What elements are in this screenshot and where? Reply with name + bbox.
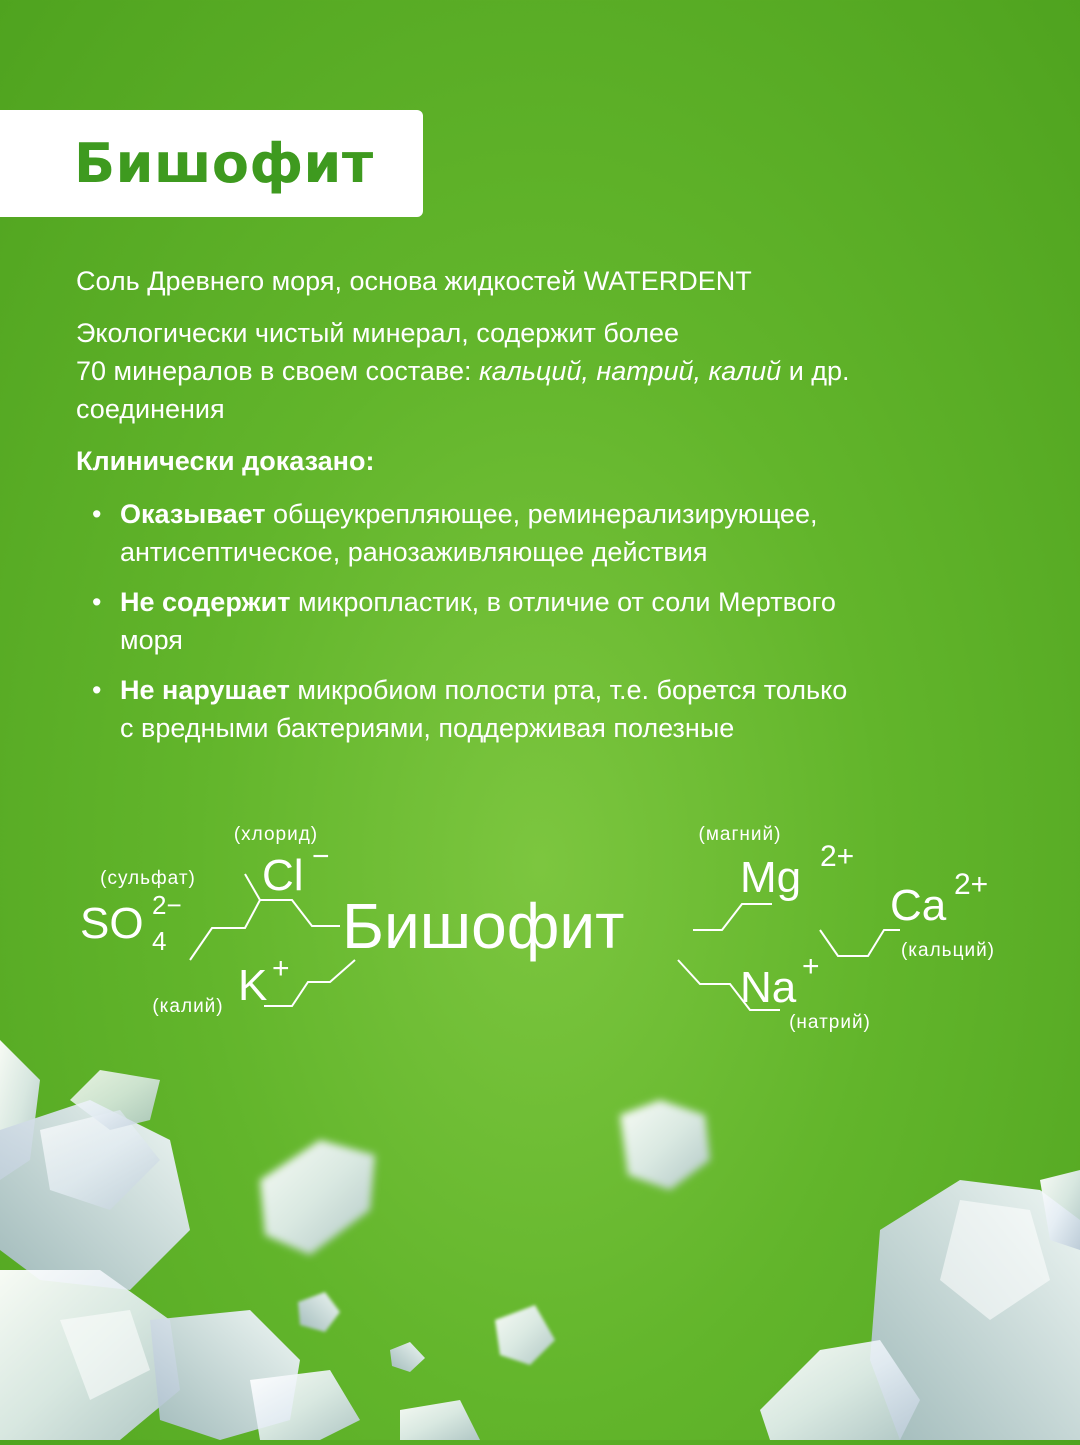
ion-label-magnesium: (магний) [698, 824, 782, 845]
crystal-small [495, 1305, 555, 1365]
ion-label-potassium: (калий) [152, 996, 224, 1017]
bullet-text-cont: антисептическое, ранозаживляющее действия [120, 537, 708, 567]
ion-label-chloride: (хлорид) [233, 824, 319, 845]
title-card [0, 110, 423, 217]
text-block [76, 262, 1036, 759]
description-line2-end: и др. [781, 356, 850, 386]
ion-symbol-sodium: Na [740, 963, 797, 1012]
ion-symbol-sulfate: SO [80, 899, 144, 948]
ion-symbol-calcium: Ca [890, 881, 947, 930]
bullet-text-cont: моря [120, 625, 183, 655]
description-line3: соединения [76, 394, 225, 424]
list-item [76, 671, 1036, 747]
bullet-bold: Не нарушает [120, 675, 290, 705]
ion-sup-magnesium: 2+ [820, 840, 855, 873]
crystal-small [390, 1342, 425, 1372]
bullet-bold: Не содержит [120, 587, 291, 617]
crystal-cluster-right [760, 1170, 1080, 1440]
bullet-text: общеукрепляющее, реминерализирующее, [265, 499, 818, 529]
description-text [76, 314, 1036, 428]
bullet-text-cont: с вредными бактериями, поддерживая полезные [120, 713, 735, 743]
crystal-small [298, 1292, 340, 1332]
ion-sup-potassium: + [272, 952, 290, 985]
ion-sup-sodium: + [802, 950, 820, 983]
ion-symbol-chloride: Cl [262, 851, 304, 900]
salt-crystals-image [0, 1020, 1080, 1440]
bullet-text: микробиом полости рта, т.е. борется только [289, 675, 848, 705]
description-line2-start: 70 минералов в своем составе: [76, 356, 479, 386]
ion-sup-sulfate: 2− [152, 890, 182, 920]
description-italic: кальций, натрий, калий [479, 356, 782, 386]
crystal-floating [260, 1140, 375, 1255]
crystal-small [400, 1400, 480, 1440]
list-item [76, 495, 1036, 571]
formula-center: Бишофит [342, 890, 625, 962]
ion-symbol-potassium: K [238, 961, 268, 1010]
ion-sub-sulfate: 4 [152, 926, 167, 956]
bullet-bold: Оказывает [120, 499, 266, 529]
ion-sup-calcium: 2+ [954, 868, 989, 901]
ion-sup-chloride: − [312, 840, 330, 873]
bullet-text: микропластик, в отличие от соли Мертвого [290, 587, 836, 617]
benefits-list [76, 495, 1036, 747]
clinically-proven-heading: Клинически доказано: [76, 446, 375, 476]
ion-label-sulfate: (сульфат) [100, 868, 196, 889]
description-line1: Экологически чистый минерал, содержит более [76, 318, 679, 348]
bullet-dot: • [92, 675, 102, 705]
intro-text: Соль Древнего моря, основа жидкостей WATERDENT [76, 266, 752, 296]
bullet-dot: • [92, 499, 102, 529]
ion-symbol-magnesium: Mg [740, 853, 802, 902]
bullet-dot: • [92, 587, 102, 617]
list-item [76, 583, 1036, 659]
ion-label-calcium: (кальций) [900, 940, 996, 961]
crystal-floating [620, 1100, 710, 1190]
ion-label-sodium: (натрий) [789, 1012, 871, 1033]
page-title: Бишофит [74, 132, 374, 195]
